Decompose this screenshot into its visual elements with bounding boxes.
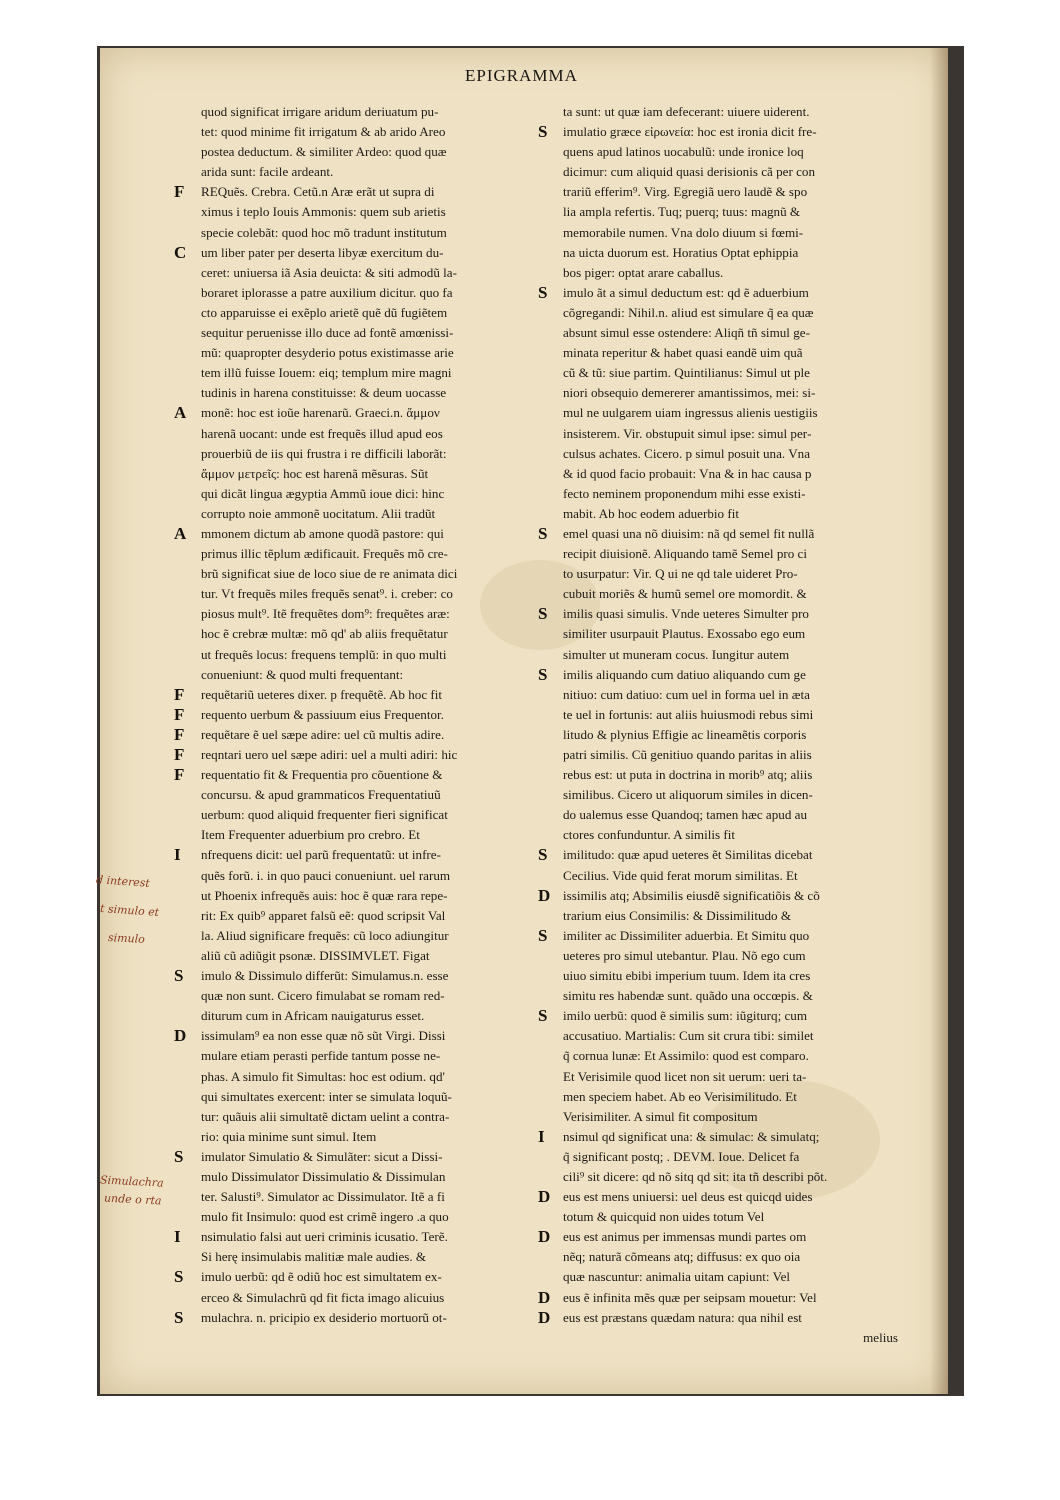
text-line xyxy=(538,1006,908,1026)
text-line xyxy=(538,885,908,906)
text-line xyxy=(563,946,908,966)
left-text-column xyxy=(174,102,541,1328)
line-text: insisterem. Vir. obstupuit simul ipse: simul per‑ xyxy=(563,425,812,441)
line-text: emel quasi una nõ diuisim: nã qd semel fit nullã xyxy=(563,525,815,541)
line-text: diturum cum in Africam nauigaturus esset. xyxy=(201,1008,425,1024)
text-line xyxy=(563,303,908,323)
line-text: imiliter ac Dissimiliter aduerbia. Et Simitu quo xyxy=(563,927,810,943)
text-line xyxy=(201,665,541,685)
section-initial: D xyxy=(538,1287,551,1307)
section-initial: F xyxy=(174,724,185,744)
line-text: mmonem dictum ab amone quodã pastore: qui xyxy=(201,525,444,541)
line-text: similiter usurpauit Plautus. Exossabo ego eum xyxy=(563,626,806,642)
line-text: concursu. & apud grammaticos Frequentatiuũ xyxy=(201,787,441,803)
line-text: sequitur peruenisse illo duce ad fontẽ amœnissi‑ xyxy=(201,325,454,341)
text-line xyxy=(201,785,541,805)
section-initial: S xyxy=(538,122,548,142)
text-line xyxy=(563,1167,908,1187)
section-initial: A xyxy=(174,523,187,543)
text-line xyxy=(538,523,908,544)
line-text: Si herę insimulabis malitiæ male audies. & xyxy=(201,1249,427,1265)
line-text: ueteres pro simul utebantur. Plau. Nõ ego cum xyxy=(563,947,806,963)
right-text-column xyxy=(538,102,908,1348)
line-text: rio: quia minime sunt simul. Item xyxy=(201,1128,377,1144)
text-line xyxy=(174,966,541,986)
text-line xyxy=(174,1026,541,1046)
line-text: uiuo simitu ebibi imperium tuum. Idem ita cres xyxy=(563,968,811,984)
section-initial: S xyxy=(538,282,548,302)
line-text: nẽq; naturã cõmeans atq; diffusus: ex quo oia xyxy=(563,1249,801,1265)
line-text: ut frequẽs locus: frequens templũ: in quo multi xyxy=(201,646,447,662)
text-line xyxy=(563,986,908,1006)
text-line xyxy=(174,1267,541,1287)
line-text: piosus mult⁹. Itẽ frequẽtes dom⁹: frequẽtes aræ: xyxy=(201,606,450,622)
line-text: requẽtariũ ueteres dixer. p frequẽtẽ. Ab hoc fit xyxy=(201,686,443,702)
line-text: issimulam⁹ ea non esse quæ nõ sũt Virgi. Dissi xyxy=(201,1028,446,1044)
line-text: minata reperitur & habet quasi eandẽ uim quã xyxy=(563,345,803,361)
section-initial: S xyxy=(538,925,548,945)
line-text: cũ & tũ: siue partim. Quintilianus: Simul ut ple xyxy=(563,365,810,381)
section-initial: A xyxy=(174,403,187,423)
line-text: quod significat irrigare aridum deriuatum pu‑ xyxy=(201,104,439,119)
line-text: to usurpatur: Vir. Q ui ne qd tale uideret Pro‑ xyxy=(563,566,798,582)
text-line xyxy=(201,1288,541,1308)
text-line xyxy=(563,785,908,805)
line-text: requento uerbum & passiuum eius Frequentor. xyxy=(201,706,444,722)
text-line xyxy=(201,1046,541,1066)
text-line xyxy=(563,424,908,444)
line-text: dicimur: cum aliquid quasi derisionis cã per con xyxy=(563,164,815,180)
running-head: EPIGRAMMA xyxy=(465,66,578,85)
line-text: lia ampla refertis. Tuq; puerq; tuus: magnũ & xyxy=(563,204,801,220)
line-text: mul ne uulgarem uiam ingressus alienis uestigiis xyxy=(563,405,818,421)
line-text: quẽs forũ. i. in quo pauci conueniunt. uel rarum xyxy=(201,867,451,883)
line-text: q̃ cornua lunæ: Et Assimilo: quod est comparo. xyxy=(563,1048,809,1064)
text-line xyxy=(174,403,541,423)
text-line xyxy=(563,725,908,745)
line-text: ctores confunduntur. A similis fit xyxy=(563,827,736,843)
text-line xyxy=(174,242,541,263)
line-text: um liber pater per deserta libyæ exercitum du‑ xyxy=(201,244,444,260)
text-line xyxy=(201,805,541,825)
line-text: accusatiuo. Martialis: Cum sit crura tibi: similet xyxy=(563,1028,814,1044)
text-line xyxy=(201,504,541,524)
line-text: Item Frequenter aduerbium pro crebro. Et xyxy=(201,827,420,843)
section-initial: I xyxy=(538,1126,545,1146)
text-line xyxy=(201,624,541,644)
line-text: quens apud latinos uocabulũ: unde ironice loq xyxy=(563,144,804,160)
section-initial: D xyxy=(538,885,551,905)
line-text: nsimulatio falsi aut ueri criminis icusatio. Terẽ. xyxy=(201,1229,448,1245)
line-text: boraret iplorasse a patre auxilium dicitur. quo fa xyxy=(201,284,453,300)
text-line xyxy=(563,484,908,504)
line-text: qui simultates exercent: inter se simulata loquũ‑ xyxy=(201,1088,452,1104)
text-line xyxy=(174,523,541,544)
text-line xyxy=(201,564,541,584)
line-text: na uicta duorum est. Horatius Optat ephippia xyxy=(563,244,799,260)
text-line xyxy=(201,263,541,283)
text-line xyxy=(201,1107,541,1127)
line-text: eus est mens uniuersi: uel deus est quicqd uides xyxy=(563,1189,813,1205)
line-text: cubuit moriẽs & humũ semel ore momordit. & xyxy=(563,586,807,602)
line-text: absunt simul esse ostendere: Aliqñ tñ simul ge‑ xyxy=(563,325,810,341)
text-line xyxy=(201,584,541,604)
page-edge-shadow xyxy=(930,48,948,1394)
line-text: imilo uerbũ: quod ẽ similis sum: iũgiturq; cum xyxy=(563,1008,808,1024)
text-line xyxy=(174,182,541,202)
line-text: nitiuo: cum datiuo: cum uel in forma uel in æta xyxy=(563,686,810,702)
catchword: melius xyxy=(863,1329,898,1345)
line-text: cto apparuisse ei exẽplo arietẽ quẽ dũ fugiẽtem xyxy=(201,304,448,320)
line-text: reqntari uero uel sæpe adiri: uel a multi adiri: hic xyxy=(201,747,458,762)
text-line xyxy=(538,282,908,303)
line-text: mulo Dissimulator Dissimulatio & Dissimulan xyxy=(201,1168,446,1184)
line-text: q̃ significant postq; . DEVM. Ioue. Delicet fa xyxy=(563,1148,800,1164)
text-line xyxy=(538,925,908,946)
section-initial: S xyxy=(174,1267,184,1287)
text-line xyxy=(201,645,541,665)
section-initial: S xyxy=(538,604,548,624)
line-text: imulo & Dissimulo differũt: Simulamus.n. esse xyxy=(201,968,449,984)
line-text: eus ẽ infinita mẽs quæ per seipsam mouetur: Vel xyxy=(563,1289,817,1305)
text-line xyxy=(563,745,908,765)
line-text: prouerbiũ de iis qui frustra i re difficili laborãt: xyxy=(201,445,447,461)
line-text: erceo & Simulachrũ qd fit ficta imago alicuius xyxy=(201,1289,445,1305)
line-text: similibus. Cicero ut aliquorum similes in dicen‑ xyxy=(563,787,813,803)
line-text: memorabile numen. Vna dolo diuum si fœmi‑ xyxy=(563,224,804,240)
text-line xyxy=(563,645,908,665)
line-text: patri similis. Cũ genitiuo quando paritas in aliis xyxy=(563,747,812,762)
line-text: imilitudo: quæ apud ueteres ẽt Similitas dicebat xyxy=(563,847,813,863)
text-line xyxy=(174,684,541,705)
line-text: imulatio græce εἰρωνεία: hoc est ironia dicit fre‑ xyxy=(563,124,817,140)
section-initial: D xyxy=(538,1307,551,1327)
text-line xyxy=(201,886,541,906)
line-text: Cecilius. Vide quid ferat morum similitas. Et xyxy=(563,867,798,883)
line-text: uerbum: quod aliquid frequenter fieri significat xyxy=(201,807,448,823)
line-text: simulter ut muneram cocus. Iungitur autem xyxy=(563,646,790,662)
text-line xyxy=(563,243,908,263)
text-line xyxy=(201,223,541,243)
text-line xyxy=(201,1247,541,1267)
text-line xyxy=(201,484,541,504)
line-text: eus est præstans quædam natura: qua nihil est xyxy=(563,1309,802,1325)
line-text: te uel in fortunis: aut aliis huiusmodi rebus simi xyxy=(563,706,814,722)
line-text: recipit diuisionẽ. Aliquando tamẽ Semel pro ci xyxy=(563,546,807,562)
line-text: rit: Ex quib⁹ apparet falsũ eẽ: quod scripsit Val xyxy=(201,907,446,923)
text-line xyxy=(563,1067,908,1087)
line-text: mũ: quapropter desyderio potus existimasse arie xyxy=(201,345,454,361)
line-text: do ualemus esse Quandoq; tamen hæc apud au xyxy=(563,807,807,823)
text-line xyxy=(201,986,541,1006)
text-line xyxy=(563,825,908,845)
text-line xyxy=(563,705,908,725)
text-line xyxy=(563,323,908,343)
text-line xyxy=(201,383,541,403)
line-text: fecto neminem proponendum mihi esse existi‑ xyxy=(563,485,806,501)
line-text: trarium eius Consimilis: & Dissimilitudo & xyxy=(563,907,792,923)
line-text: mabit. Ab hoc eodem aduerbio fit xyxy=(563,505,739,521)
text-line xyxy=(563,1087,908,1107)
text-line xyxy=(563,624,908,644)
line-text: trariũ efferim⁹. Virg. Egregiã uero laudẽ & spo xyxy=(563,184,808,200)
line-text: imulo ãt a simul deductum est: qd ẽ aduerbium xyxy=(563,284,809,300)
text-line xyxy=(538,604,908,624)
text-line xyxy=(201,303,541,323)
text-line xyxy=(201,162,541,182)
text-line xyxy=(174,1227,541,1247)
text-line xyxy=(563,584,908,604)
line-text: hoc ẽ crebræ multæ: mõ qd' ab aliis frequẽtatur xyxy=(201,626,448,642)
line-text: litudo & plynius Effigie ac lineamẽtis corporis xyxy=(563,726,807,742)
text-line xyxy=(563,1046,908,1066)
margin-note: simulo xyxy=(107,931,146,946)
line-text: nfrequens dicit: uel parũ frequentatũ: ut infre‑ xyxy=(201,847,441,863)
text-line xyxy=(563,765,908,785)
section-initial: C xyxy=(174,242,187,262)
section-initial: S xyxy=(538,664,548,684)
line-text: eus est animus per immensas mundi partes om xyxy=(563,1229,807,1245)
text-line xyxy=(201,825,541,845)
text-line xyxy=(201,464,541,484)
text-line xyxy=(563,403,908,423)
text-line xyxy=(538,1307,908,1328)
text-line xyxy=(201,1127,541,1147)
text-line xyxy=(174,724,541,745)
line-text: imulator Simulatio & Simulãter: sicut a Dissi‑ xyxy=(201,1148,443,1164)
section-initial: S xyxy=(538,845,548,865)
text-line xyxy=(538,664,908,685)
text-line xyxy=(201,424,541,444)
section-initial: D xyxy=(174,1026,187,1046)
text-line xyxy=(563,1147,908,1167)
text-line xyxy=(538,1227,908,1247)
text-line xyxy=(538,122,908,142)
margin-note: d interest xyxy=(95,873,151,890)
text-line xyxy=(201,363,541,383)
text-line xyxy=(538,1126,908,1147)
text-line xyxy=(563,142,908,162)
line-text: la. Aliud significare frequẽs: cũ loco adiungitur xyxy=(201,927,449,943)
line-text: primus illic tẽplum ædificauit. Frequẽs mõ cre‑ xyxy=(201,546,448,562)
line-text: ta sunt: ut quæ iam defecerant: uiuere uiderent. xyxy=(563,104,810,119)
section-initial: D xyxy=(538,1187,551,1207)
text-line xyxy=(563,464,908,484)
text-line xyxy=(201,142,541,162)
text-line xyxy=(563,544,908,564)
line-text: nsimul qd significat una: & simulac: & simulatq; xyxy=(563,1128,820,1144)
line-text: ximus i teplo Iouis Ammonis: quem sub arietis xyxy=(201,204,446,220)
section-initial: S xyxy=(174,1307,184,1327)
margin-note: t simulo et xyxy=(99,901,160,920)
text-line xyxy=(563,102,908,122)
section-initial: F xyxy=(174,182,185,202)
text-line xyxy=(201,1006,541,1026)
line-text: tur: quãuis alii simultatẽ dictam uelint a contra‑ xyxy=(201,1108,450,1124)
text-line xyxy=(201,1207,541,1227)
section-initial: S xyxy=(174,1146,184,1166)
line-text: mulachra. n. pricipio ex desiderio mortuorũ ot‑ xyxy=(201,1309,447,1325)
text-line xyxy=(563,1247,908,1267)
text-line xyxy=(563,866,908,886)
text-line xyxy=(201,202,541,222)
margin-note: Simulachra xyxy=(99,1173,165,1190)
section-initial: S xyxy=(538,1006,548,1026)
line-text: aliũ cũ adiũgit psonæ. DISSIMVLET. Figat xyxy=(201,947,430,963)
text-line xyxy=(563,805,908,825)
text-line xyxy=(563,1107,908,1127)
section-initial: I xyxy=(174,845,181,865)
text-line xyxy=(201,122,541,142)
text-line xyxy=(563,966,908,986)
text-line xyxy=(563,1026,908,1046)
section-initial: S xyxy=(538,523,548,543)
line-text: cili⁹ sit dicere: qd nõ sitq qd sit: ita tñ describi põt. xyxy=(563,1168,828,1184)
line-text: culsus achates. Cicero. p simul posuit una. Vna xyxy=(563,445,811,461)
section-initial: F xyxy=(174,704,185,724)
line-text: ἄμμον μετρεῖς: hoc est harenã mẽsuras. Sũt xyxy=(201,465,429,481)
line-text: cõgregandi: Nihil.n. aliud est simulare q̃ ea quæ xyxy=(563,304,814,320)
line-text: rebus est: ut puta in doctrina in morib⁹ atq; aliis xyxy=(563,767,813,783)
line-text: mulo fit Insimulo: quod est crimẽ ingero .a quo xyxy=(201,1209,449,1225)
text-line xyxy=(563,223,908,243)
text-line xyxy=(201,946,541,966)
text-line xyxy=(201,1067,541,1087)
line-text: men speciem habet. Ab eo Verisimilitudo. Et xyxy=(563,1088,797,1104)
line-text: ut Phoenix infrequẽs auis: hoc ẽ quæ rara repe‑ xyxy=(201,887,448,903)
line-text: imilis aliquando cum datiuo aliquando cum ge xyxy=(563,666,806,682)
line-text: issimilis atq; Absimilis eiusdẽ significatiõis & cõ xyxy=(563,887,820,903)
line-text: & id quod facio probauit: Vna & in hac causa p xyxy=(563,465,812,481)
text-line xyxy=(201,1167,541,1187)
text-line xyxy=(563,343,908,363)
text-line xyxy=(201,604,541,624)
line-text: Verisimiliter. A simul fit compositum xyxy=(563,1108,758,1124)
text-line xyxy=(201,283,541,303)
text-line xyxy=(174,765,541,785)
text-line xyxy=(201,866,541,886)
text-line xyxy=(563,182,908,202)
line-text: quæ nascuntur: animalia uitam capiunt: Vel xyxy=(563,1269,791,1285)
margin-note: unde o rta xyxy=(103,1191,162,1208)
text-line xyxy=(563,263,908,283)
line-text: monẽ: hoc est ioũe harenarũ. Graeci.n. ἄμμον xyxy=(201,405,440,421)
line-text: bos piger: optat arare caballus. xyxy=(563,264,724,280)
text-line xyxy=(538,845,908,865)
text-line xyxy=(201,102,541,122)
line-text: ter. Salusti⁹. Simulator ac Dissimulator. Itẽ a fi xyxy=(201,1189,445,1205)
line-text: tur. Vt frequẽs miles frequẽs senat⁹. i. creber: co xyxy=(201,586,453,602)
section-initial: F xyxy=(174,684,185,704)
text-line xyxy=(201,1087,541,1107)
text-line xyxy=(538,1287,908,1308)
text-line xyxy=(563,363,908,383)
line-text: corrupto noie ammonẽ uocitatum. Alii tradũt xyxy=(201,505,436,521)
line-text: quæ non sunt. Cicero fimulabat se romam red‑ xyxy=(201,988,445,1004)
line-text: imulo uerbũ: qd ẽ odiũ hoc est simultatem ex‑ xyxy=(201,1269,442,1285)
text-line xyxy=(201,444,541,464)
text-line xyxy=(563,202,908,222)
line-text: specie colebãt: quod hoc mõ tradunt institutum xyxy=(201,224,447,240)
section-initial: F xyxy=(174,765,185,785)
text-line xyxy=(563,1267,908,1287)
line-text: simitu res habendæ sunt. quãdo una occœpis. & xyxy=(563,988,813,1004)
line-text: conueniunt: & quod multi frequentant: xyxy=(201,666,404,682)
text-line xyxy=(563,685,908,705)
line-text: brũ significat siue de loco siue de re animata dici xyxy=(201,566,458,582)
line-text: niori obsequio demererer amantissimos, mei: si‑ xyxy=(563,385,816,401)
section-initial: S xyxy=(174,966,184,986)
text-line xyxy=(174,1146,541,1167)
text-line xyxy=(201,926,541,946)
section-initial: I xyxy=(174,1227,181,1247)
line-text: tudinis in harena constituisse: & deum uocasse xyxy=(201,385,447,401)
text-line xyxy=(174,704,541,725)
line-text: tem illũ fuisse Iouem: eiq; templum mire magni xyxy=(201,365,452,381)
text-line xyxy=(538,1187,908,1207)
line-text: phas. A simulo fit Simultas: hoc est odium. qd' xyxy=(201,1068,445,1084)
section-initial: F xyxy=(174,745,185,764)
text-line xyxy=(201,1187,541,1207)
line-text: harenã uocant: unde est frequẽs illud apud eos xyxy=(201,425,443,441)
line-text: REQuẽs. Crebra. Cetũ.n Aræ erãt ut supra di xyxy=(201,184,435,200)
line-text: requẽtare ẽ uel sæpe adire: uel cũ multis adire. xyxy=(201,726,445,742)
line-text: ceret: uniuersa iã Asia deuicta: & siti admodũ la‑ xyxy=(201,264,457,280)
text-line xyxy=(563,564,908,584)
text-line xyxy=(563,1207,908,1227)
line-text: mulare etiam perasti perfide tantum posse ne‑ xyxy=(201,1048,441,1064)
line-text: totum & quicquid non uides totum Vel xyxy=(563,1209,765,1225)
text-line xyxy=(201,323,541,343)
line-text: tet: quod minime fit irrigatum & ab arido Areo xyxy=(201,124,446,140)
text-line xyxy=(563,504,908,524)
line-text: arida sunt: facile ardeant. xyxy=(201,164,334,180)
text-line xyxy=(174,745,541,765)
line-text: postea deductum. & similiter Ardeo: quod quæ xyxy=(201,144,447,160)
text-line xyxy=(563,444,908,464)
line-text: imilis quasi simulis. Vnde ueteres Simulter pro xyxy=(563,606,809,622)
text-line xyxy=(201,906,541,926)
line-text: qui dicãt lingua ægyptia Ammũ ioue dici: hinc xyxy=(201,485,445,501)
line-text: requentatio fit & Frequentia pro cõuentione & xyxy=(201,767,443,783)
line-text: Et Verisimile quod licet non sit uerum: ueri ta‑ xyxy=(563,1068,807,1084)
text-line xyxy=(201,544,541,564)
text-line xyxy=(563,162,908,182)
text-line xyxy=(201,343,541,363)
text-line xyxy=(563,383,908,403)
text-line xyxy=(174,845,541,865)
text-line xyxy=(174,1307,541,1328)
text-line xyxy=(563,906,908,926)
section-initial: D xyxy=(538,1227,551,1247)
